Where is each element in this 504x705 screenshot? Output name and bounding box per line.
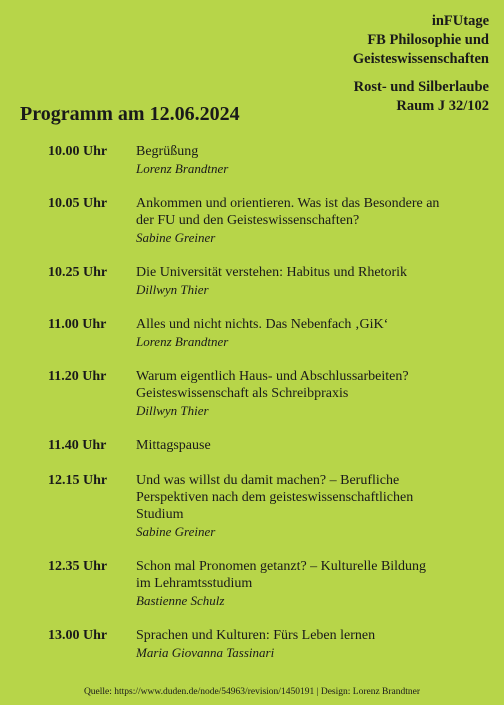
entry-time: 10.00 Uhr [48,144,108,159]
entry-title-line: Warum eigentlich Haus- und Abschlussarbeiten? [136,369,409,384]
entry-speaker: Dillwyn Thier [136,403,209,418]
entry-title-line: Geisteswissenschaft als Schreibpraxis [136,386,349,401]
header-line: inFUtage [431,13,489,29]
entry-speaker: Sabine Greiner [136,230,216,245]
entry-body [136,143,476,177]
entry-title-line: Sprachen und Kulturen: Fürs Leben lernen [136,628,376,643]
entry-time: 10.05 Uhr [48,196,108,211]
schedule-entry [0,627,504,661]
event-header [353,12,489,116]
entry-speaker: Lorenz Brandtner [136,334,229,349]
entry-title-line: Studium [136,507,184,522]
entry-body [136,368,476,419]
schedule-entry [0,195,504,246]
header-line: Raum J 32/102 [396,98,489,114]
entry-time: 11.00 Uhr [48,317,107,332]
entry-speaker: Sabine Greiner [136,524,216,539]
schedule-entry [0,558,504,609]
entry-time: 10.25 Uhr [48,265,108,280]
header-line: Geisteswissenschaften [352,51,489,67]
entry-title-line: Perspektiven nach dem geisteswissenschaftlichen [136,490,414,505]
entry-body [136,316,476,350]
entry-title-line: Und was willst du damit machen? – Berufliche [136,473,400,488]
footer-credits: Quelle: https://www.duden.de/node/54963/revision/1450191 | Design: Lorenz Brandtner [83,687,421,697]
entry-title-line: Mittagspause [136,438,211,453]
schedule-entry [0,143,504,177]
entry-title-line: im Lehramtsstudium [136,576,253,591]
entry-body [136,627,476,661]
schedule-entry [0,472,504,540]
entry-title-line: Die Universität verstehen: Habitus und Rhetorik [136,265,407,280]
entry-body [136,264,476,298]
header-line: FB Philosophie und [367,32,489,48]
entry-title-line: Ankommen und orientieren. Was ist das Besondere an [136,196,440,211]
entry-time: 11.20 Uhr [48,369,107,384]
entry-body [136,558,476,609]
entry-speaker: Bastienne Schulz [136,593,225,608]
entry-title-line: Schon mal Pronomen getanzt? – Kulturelle Bildung [136,559,427,574]
header-line: Rost- und Silberlaube [353,79,489,95]
entry-body [136,437,476,454]
schedule-entry [0,316,504,350]
entry-title-line: der FU und den Geisteswissenschaften? [136,213,360,228]
entry-time: 12.35 Uhr [48,559,108,574]
entry-speaker: Lorenz Brandtner [136,161,229,176]
entry-speaker: Dillwyn Thier [136,282,209,297]
schedule-entry [0,264,504,298]
entry-time: 13.00 Uhr [48,628,108,643]
entry-time: 12.15 Uhr [48,473,108,488]
schedule-list [0,143,504,679]
schedule-entry [0,437,504,454]
entry-speaker: Maria Giovanna Tassinari [136,645,275,660]
entry-body [136,472,476,540]
entry-time: 11.40 Uhr [48,438,107,453]
schedule-entry [0,368,504,419]
entry-body [136,195,476,246]
entry-title-line: Alles und nicht nichts. Das Nebenfach ‚GiK‘ [136,317,389,332]
entry-title-line: Begrüßung [136,144,199,159]
program-title: Programm am 12.06.2024 [20,103,240,125]
